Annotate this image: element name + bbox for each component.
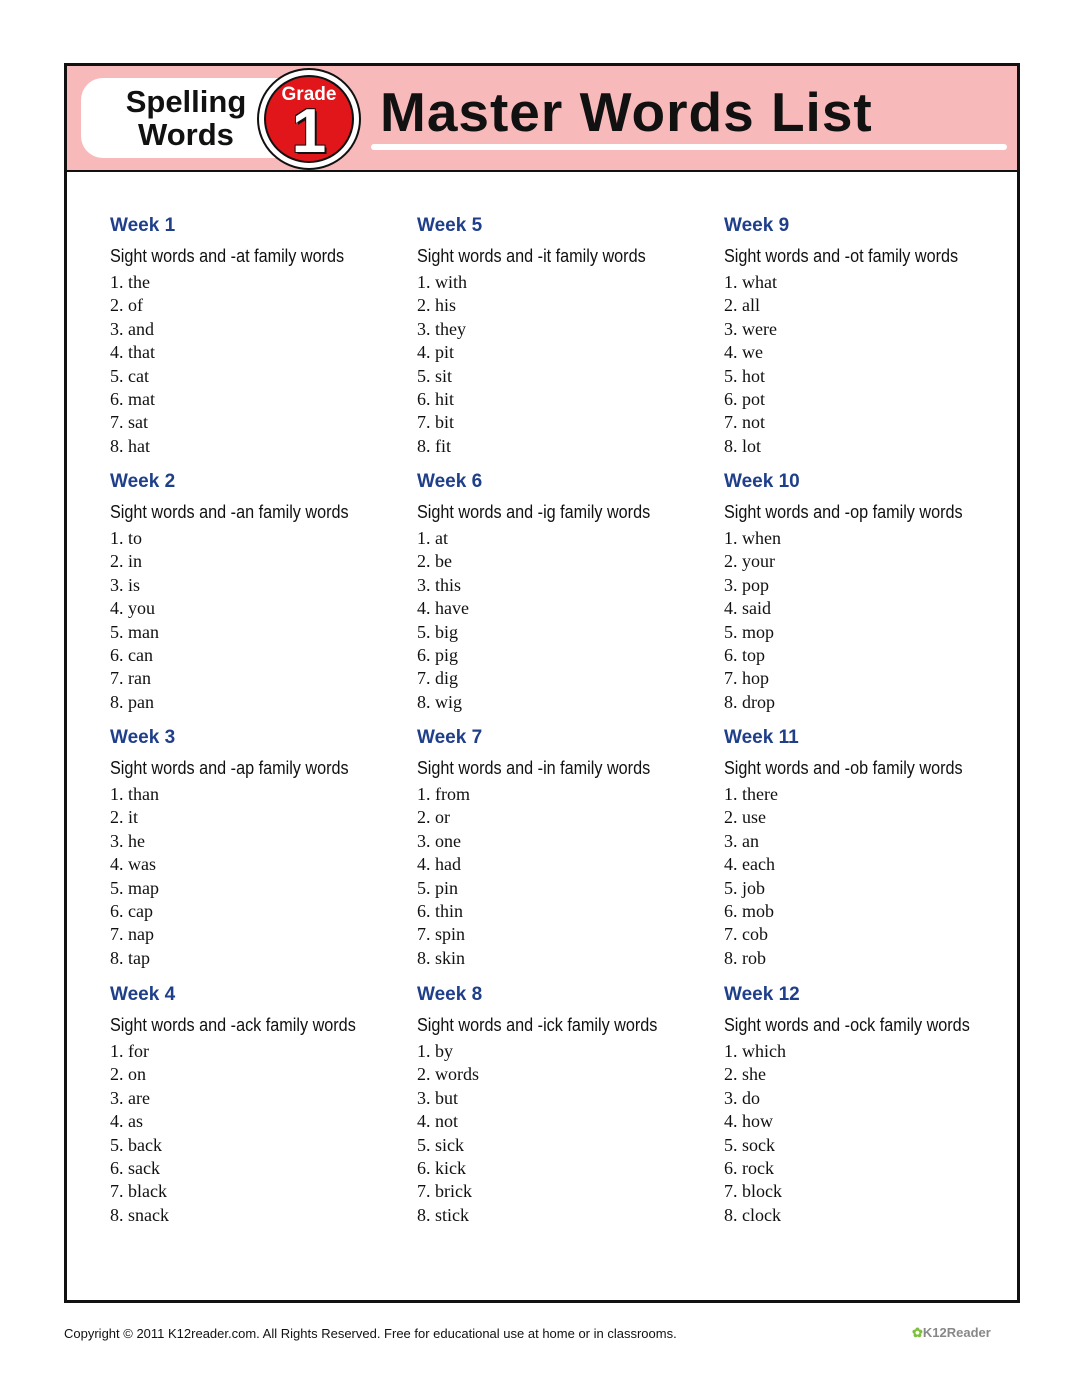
word-item: 3. do: [724, 1087, 760, 1108]
word-item: 2. his: [417, 295, 457, 316]
week-title: Week 4: [110, 984, 176, 1005]
word-item: 1. than: [110, 784, 159, 804]
word-item: 1. when: [724, 528, 781, 548]
word-item: 5. job: [724, 877, 766, 898]
word-item: 1. the: [110, 272, 150, 292]
word-item: 8. snack: [110, 1204, 169, 1225]
grade-number: 1: [291, 97, 327, 166]
word-item: 5. sit: [417, 365, 453, 386]
logo-text: K12Reader: [922, 1325, 991, 1340]
grade-badge: [257, 68, 361, 170]
word-item: 7. cob: [724, 924, 768, 945]
word-item: 4. had: [417, 854, 461, 875]
week-block: [724, 469, 1024, 714]
word-item: 4. said: [724, 598, 771, 619]
word-item: 7. bit: [417, 412, 455, 433]
word-item: 3. he: [110, 830, 145, 851]
word-item: 5. big: [417, 621, 459, 642]
word-item: 5. hot: [724, 365, 766, 386]
week-subtitle: Sight words and -an family words: [110, 502, 349, 522]
week-subtitle: Sight words and -at family words: [110, 246, 345, 266]
word-item: 4. was: [110, 854, 156, 875]
word-item: 8. drop: [724, 691, 775, 712]
word-item: 6. pig: [417, 644, 459, 665]
copyright-notice: Copyright © 2011 K12reader.com. All Rights Reserved. Free for educational use at home or in classrooms.: [64, 1326, 677, 1341]
word-item: 5. mop: [724, 621, 775, 642]
word-item: 2. use: [724, 807, 766, 828]
word-item: 2. in: [110, 551, 143, 572]
week-subtitle: Sight words and -ock family words: [724, 1015, 970, 1035]
word-item: 1. at: [417, 528, 448, 548]
week-title: Week 7: [417, 727, 483, 748]
word-item: 6. cap: [110, 900, 153, 921]
week-block: [417, 982, 717, 1227]
word-item: 2. she: [724, 1064, 766, 1085]
word-item: 6. mob: [724, 900, 775, 921]
word-item: 8. wig: [417, 691, 462, 712]
word-item: 7. black: [110, 1181, 167, 1202]
word-item: 7. not: [724, 412, 766, 433]
week-subtitle: Sight words and -ot family words: [724, 246, 959, 266]
word-item: 7. dig: [417, 668, 459, 689]
grade-badge-inner: [264, 75, 354, 166]
week-block: [110, 725, 410, 970]
week-block: [724, 982, 1024, 1227]
word-item: 7. ran: [110, 668, 151, 689]
word-item: 2. all: [724, 295, 760, 316]
spelling-label-line2: Words: [138, 117, 234, 152]
word-item: 7. hop: [724, 668, 769, 689]
word-item: 4. how: [724, 1111, 773, 1132]
word-item: 5. man: [110, 621, 159, 642]
week-title: Week 11: [724, 727, 799, 748]
word-item: 1. what: [724, 272, 777, 292]
week-block: [110, 982, 410, 1227]
word-item: 2. be: [417, 551, 452, 572]
leaf-icon: ✿: [912, 1325, 923, 1340]
word-item: 4. you: [110, 598, 155, 619]
k12reader-logo: [912, 1325, 991, 1341]
word-item: 2. or: [417, 807, 450, 828]
word-item: 8. lot: [724, 435, 762, 456]
week-block: [724, 725, 1024, 970]
word-item: 6. rock: [724, 1157, 774, 1178]
week-title: Week 2: [110, 471, 176, 492]
week-block: [724, 213, 1024, 458]
week-subtitle: Sight words and -ap family words: [110, 758, 349, 778]
worksheet: [64, 63, 1020, 1303]
word-item: 1. which: [724, 1041, 786, 1061]
week-subtitle: Sight words and -ob family words: [724, 758, 963, 778]
word-item: 2. words: [417, 1064, 479, 1085]
week-subtitle: Sight words and -ack family words: [110, 1015, 356, 1035]
word-item: 1. for: [110, 1041, 149, 1061]
week-block: [110, 213, 410, 458]
week-subtitle: Sight words and -it family words: [417, 246, 646, 266]
week-title: Week 9: [724, 215, 790, 236]
word-item: 1. by: [417, 1041, 453, 1061]
word-item: 7. nap: [110, 924, 154, 945]
week-subtitle: Sight words and -op family words: [724, 502, 963, 522]
week-title: Week 6: [417, 471, 483, 492]
week-subtitle: Sight words and -in family words: [417, 758, 651, 778]
word-item: 1. there: [724, 784, 778, 804]
word-item: 8. stick: [417, 1204, 469, 1225]
word-item: 3. are: [110, 1087, 150, 1108]
week-title: Week 10: [724, 471, 800, 492]
word-item: 6. mat: [110, 388, 155, 409]
word-item: 8. fit: [417, 435, 451, 456]
word-item: 3. they: [417, 318, 466, 339]
word-item: 3. an: [724, 830, 759, 851]
word-item: 6. sack: [110, 1157, 160, 1178]
word-item: 4. we: [724, 342, 763, 363]
header-banner: [67, 66, 1017, 172]
word-item: 7. spin: [417, 924, 466, 945]
word-item: 8. pan: [110, 691, 154, 712]
word-item: 4. not: [417, 1111, 459, 1132]
week-block: [417, 725, 717, 970]
word-item: 6. can: [110, 644, 153, 665]
word-item: 4. have: [417, 598, 469, 619]
word-item: 6. kick: [417, 1157, 466, 1178]
week-block: [417, 213, 717, 458]
word-item: 5. pin: [417, 877, 459, 898]
word-item: 4. each: [724, 854, 775, 875]
word-item: 2. your: [724, 551, 775, 572]
word-item: 3. is: [110, 574, 141, 595]
word-item: 2. of: [110, 295, 143, 316]
word-item: 8. hat: [110, 435, 150, 456]
word-item: 6. pot: [724, 388, 766, 409]
word-item: 5. back: [110, 1134, 162, 1155]
week-subtitle: Sight words and -ig family words: [417, 502, 651, 522]
week-title: Week 3: [110, 727, 176, 748]
word-item: 6. thin: [417, 900, 464, 921]
word-item: 5. sock: [724, 1134, 775, 1155]
page-title: Master Words List: [380, 81, 873, 143]
word-item: 7. block: [724, 1181, 782, 1202]
word-item: 8. skin: [417, 947, 466, 968]
week-title: Week 12: [724, 984, 800, 1005]
word-item: 5. map: [110, 877, 159, 898]
word-item: 8. tap: [110, 947, 150, 968]
word-item: 5. cat: [110, 365, 149, 386]
word-item: 4. as: [110, 1111, 143, 1132]
word-item: 1. from: [417, 784, 470, 804]
word-item: 3. were: [724, 318, 777, 339]
word-item: 7. sat: [110, 412, 148, 433]
title-underline: [371, 144, 1007, 150]
week-block: [110, 469, 410, 714]
week-block: [417, 469, 717, 714]
week-title: Week 5: [417, 215, 483, 236]
word-item: 5. sick: [417, 1134, 464, 1155]
word-item: 2. it: [110, 807, 139, 828]
word-item: 8. rob: [724, 947, 766, 968]
word-item: 2. on: [110, 1064, 146, 1085]
week-title: Week 8: [417, 984, 483, 1005]
grade-label: Grade: [281, 84, 337, 105]
word-item: 1. with: [417, 272, 468, 292]
word-item: 4. pit: [417, 342, 455, 363]
week-subtitle: Sight words and -ick family words: [417, 1015, 658, 1035]
word-item: 3. this: [417, 574, 462, 595]
word-item: 7. brick: [417, 1181, 472, 1202]
word-item: 6. top: [724, 644, 766, 665]
word-item: 3. one: [417, 830, 461, 851]
word-item: 1. to: [110, 528, 143, 548]
week-title: Week 1: [110, 215, 176, 236]
word-item: 3. but: [417, 1087, 459, 1108]
word-item: 3. pop: [724, 574, 769, 595]
word-item: 4. that: [110, 342, 155, 363]
word-item: 8. clock: [724, 1204, 781, 1225]
word-item: 6. hit: [417, 388, 455, 409]
word-item: 3. and: [110, 318, 154, 339]
spelling-label-line1: Spelling: [125, 84, 247, 119]
